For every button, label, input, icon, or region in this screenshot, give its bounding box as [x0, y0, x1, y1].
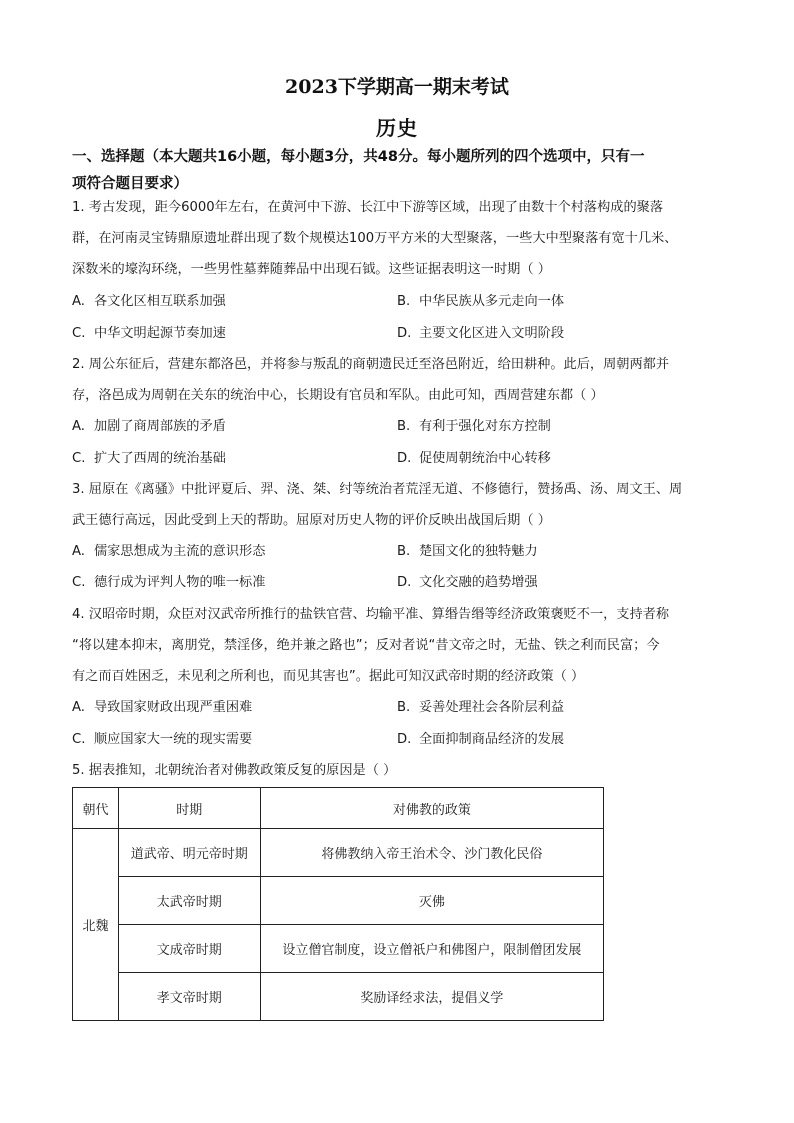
- period-cell: 孝文帝时期: [118, 973, 260, 1021]
- question-5-text: 5. 据表推知，北朝统治者对佛教政策反复的原因是（ ）: [72, 763, 397, 778]
- table-row: [73, 973, 604, 1021]
- period-cell: 文成帝时期: [118, 925, 260, 973]
- option-letter: C.: [72, 732, 86, 747]
- option-text: 顺应国家大一统的现实需要: [94, 732, 253, 747]
- table-header-row: [73, 788, 604, 829]
- option-b[interactable]: [397, 417, 551, 437]
- option-b[interactable]: [397, 542, 538, 562]
- option-d[interactable]: [397, 730, 564, 750]
- question-1-text: 群，在河南灵宝铸鼎原遗址群出现了数个规模达100万平方米的大型聚落，一些大中型聚落有宽十几米、: [72, 231, 678, 246]
- option-a[interactable]: [72, 542, 265, 562]
- section-heading-line: 一、选择题（本大题共16小题，每小题3分，共48分。每小题所列的四个选项中，只有一: [72, 149, 645, 165]
- option-text: 文化交融的趋势增强: [419, 575, 538, 590]
- section-heading-line: 项符合题目要求）: [72, 176, 188, 192]
- option-text: 有利于强化对东方控制: [419, 419, 551, 434]
- option-letter: A.: [72, 700, 85, 715]
- option-text: 中华民族从多元走向一体: [419, 294, 565, 309]
- option-d[interactable]: [397, 324, 564, 344]
- option-letter: B.: [397, 700, 411, 715]
- option-c[interactable]: [72, 730, 252, 750]
- period-cell: 太武帝时期: [118, 877, 260, 925]
- option-letter: B.: [397, 419, 411, 434]
- option-letter: B.: [397, 544, 411, 559]
- section-heading: [72, 144, 724, 198]
- policy-cell: 奖励译经求法，提倡义学: [260, 973, 603, 1021]
- question-2-text: 存，洛邑成为周朝在关东的统治中心，长期设有官员和军队。由此可知，西周营建东都（ ）: [72, 388, 604, 403]
- option-d[interactable]: [397, 449, 551, 469]
- option-text: 楚国文化的独特魅力: [419, 544, 538, 559]
- question-3-text: 3. 屈原在《离骚》中批评夏后、羿、浇、桀、纣等统治者荒淫无道、不修德行，赞扬禹、汤、周文王、周: [72, 482, 683, 497]
- table-row: [73, 829, 604, 877]
- option-c[interactable]: [72, 449, 226, 469]
- buddhism-policy-table: [72, 787, 604, 1021]
- option-letter: A.: [72, 294, 85, 309]
- table-header-period: 时期: [118, 788, 260, 829]
- option-a[interactable]: [72, 292, 226, 312]
- question-1-text: 1. 考古发现，距今6000年左右，在黄河中下游、长江中下游等区域，出现了由数十个村落构成的聚落: [72, 200, 664, 215]
- period-cell: 道武帝、明元帝时期: [118, 829, 260, 877]
- policy-cell: 设立僧官制度，设立僧祇户和佛图户，限制僧团发展: [260, 925, 603, 973]
- subject-title: 历史: [376, 116, 418, 140]
- option-letter: C.: [72, 575, 86, 590]
- option-c[interactable]: [72, 324, 226, 344]
- option-text: 各文化区相互联系加强: [94, 294, 226, 309]
- question-4-text: “将以建本抑末，离朋党，禁淫侈，绝并兼之路也”；反对者说“昔文帝之时，无盐、铁之利而民富；今: [72, 638, 660, 653]
- table-header-policy: 对佛教的政策: [260, 788, 603, 829]
- policy-cell: 灭佛: [260, 877, 603, 925]
- option-letter: B.: [397, 294, 411, 309]
- dynasty-cell: 北魏: [73, 829, 119, 1021]
- option-a[interactable]: [72, 417, 226, 437]
- option-text: 加剧了商周部族的矛盾: [94, 419, 226, 434]
- option-text: 促使周朝统治中心转移: [419, 451, 551, 466]
- option-text: 导致国家财政出现严重困难: [94, 700, 253, 715]
- option-b[interactable]: [397, 698, 564, 718]
- option-letter: A.: [72, 544, 85, 559]
- option-text: 德行成为评判人物的唯一标准: [94, 575, 266, 590]
- table-header-dynasty: 朝代: [73, 788, 119, 829]
- option-text: 全面抑制商品经济的发展: [419, 732, 565, 747]
- option-letter: C.: [72, 326, 86, 341]
- table-row: [73, 925, 604, 973]
- question-1-text: 深数米的壕沟环绕，一些男性墓葬随葬品中出现石钺。这些证据表明这一时期（ ）: [72, 262, 551, 277]
- option-text: 主要文化区进入文明阶段: [419, 326, 565, 341]
- option-b[interactable]: [397, 292, 564, 312]
- option-letter: D.: [397, 575, 412, 590]
- table-row: [73, 877, 604, 925]
- question-2-text: 2. 周公东征后，营建东都洛邑，并将参与叛乱的商朝遗民迁至洛邑附近，给田耕种。此后，周朝两都并: [72, 357, 670, 372]
- option-text: 扩大了西周的统治基础: [94, 451, 226, 466]
- question-4-text: 4. 汉昭帝时期，众臣对汉武帝所推行的盐铁官营、均输平准、算缗告缗等经济政策褒贬不一，支持者称: [72, 607, 670, 622]
- option-text: 儒家思想成为主流的意识形态: [94, 544, 266, 559]
- option-letter: D.: [397, 326, 412, 341]
- option-text: 妥善处理社会各阶层利益: [419, 700, 565, 715]
- option-letter: C.: [72, 451, 86, 466]
- option-letter: A.: [72, 419, 85, 434]
- option-text: 中华文明起源节奏加速: [94, 326, 226, 341]
- option-c[interactable]: [72, 573, 265, 593]
- policy-cell: 将佛教纳入帝王治术令、沙门教化民俗: [260, 829, 603, 877]
- question-4-text: 有之而百姓困乏，未见利之所利也，而见其害也”。据此可知汉武帝时期的经济政策（ ）: [72, 669, 585, 684]
- option-letter: D.: [397, 451, 412, 466]
- option-a[interactable]: [72, 698, 252, 718]
- exam-title: 2023下学期高一期末考试: [285, 76, 509, 98]
- option-d[interactable]: [397, 573, 538, 593]
- option-letter: D.: [397, 732, 412, 747]
- question-3-text: 武王德行高远，因此受到上天的帮助。屈原对历史人物的评价反映出战国后期（ ）: [72, 513, 551, 528]
